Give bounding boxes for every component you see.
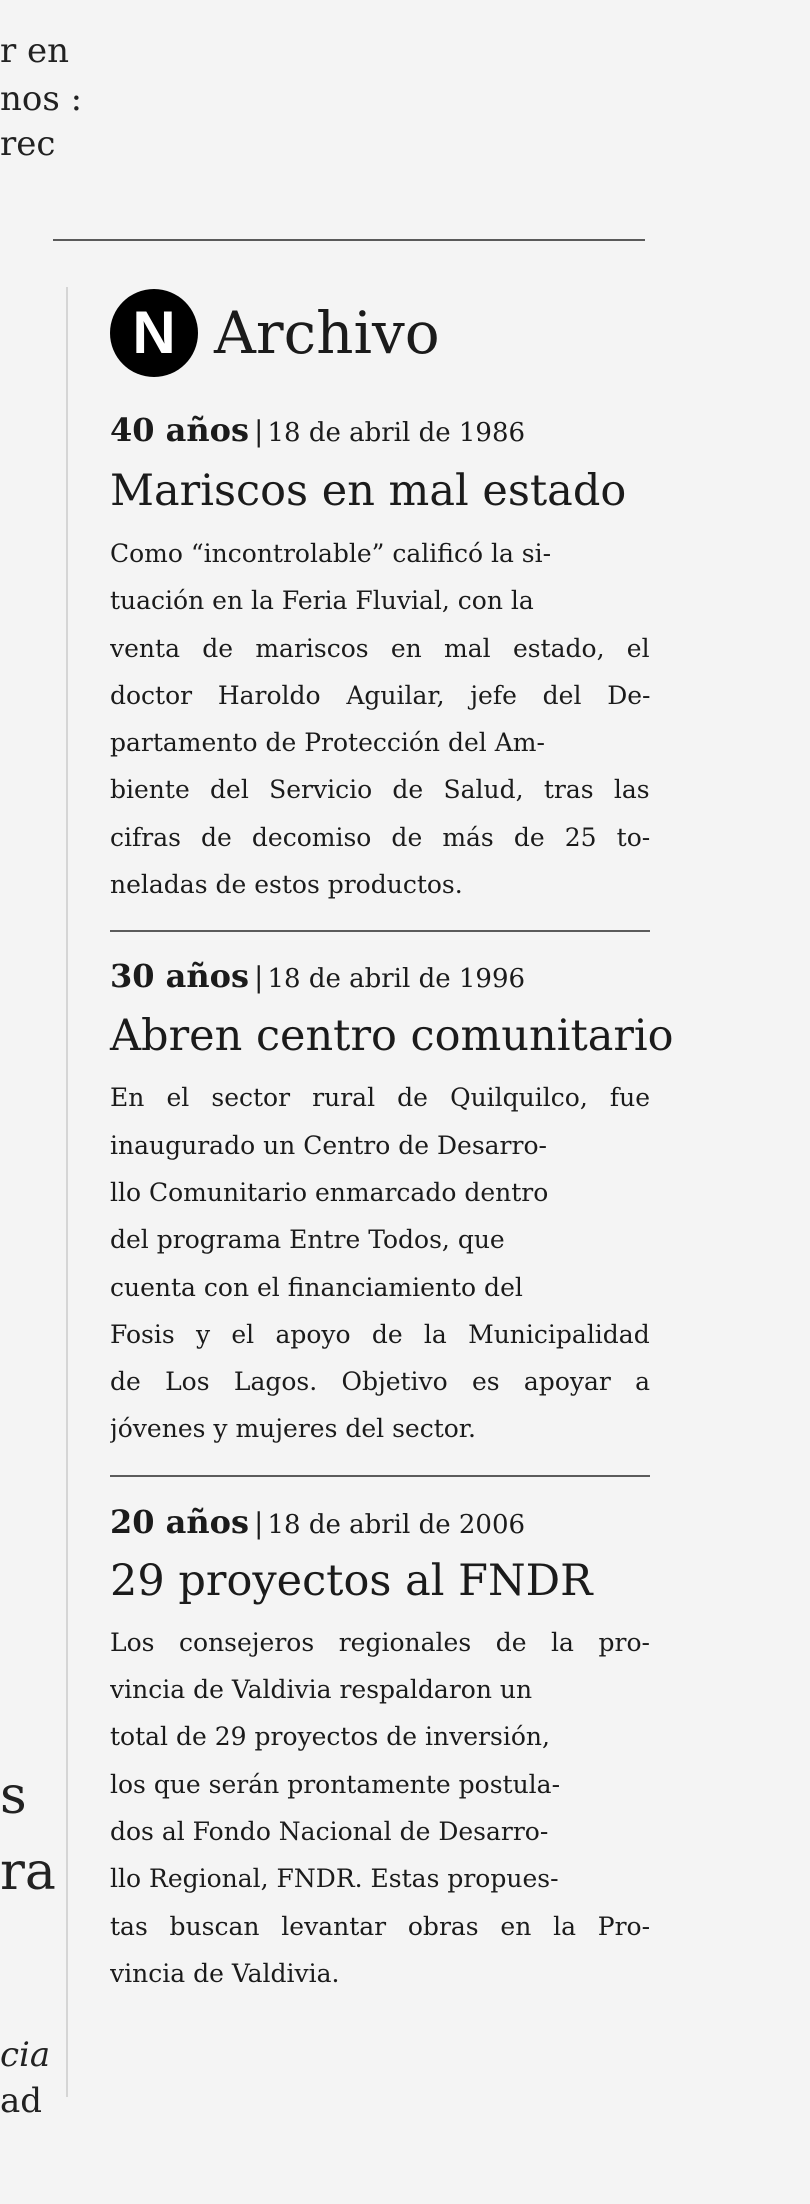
- entry-body: [110, 1074, 650, 1452]
- entry-meta: [110, 957, 650, 996]
- body-line: de Los Lagos. Objetivo es apoyar a: [110, 1367, 650, 1397]
- entry-title: 29 proyectos al FNDR: [110, 1555, 593, 1606]
- body-line: total de 29 proyectos de inversión,: [110, 1722, 550, 1752]
- cropped-text-fragment: ra: [0, 1842, 56, 1902]
- column-divider: [66, 287, 68, 2097]
- body-line: jóvenes y mujeres del sector.: [110, 1414, 476, 1444]
- entry-age: 20 años: [110, 1502, 250, 1541]
- cropped-text-fragment: ad: [0, 2081, 43, 2121]
- entry-body: [110, 530, 650, 908]
- entry-title: Abren centro comunitario: [110, 1011, 674, 1062]
- top-divider: [53, 239, 645, 241]
- cropped-text-fragment: cia: [0, 2035, 51, 2075]
- cropped-text-fragment: nos :: [0, 79, 83, 119]
- body-line: partamento de Protección del Am-: [110, 728, 545, 758]
- body-line: En el sector rural de Quilquilco, fue: [110, 1083, 650, 1113]
- entry-body: [110, 1619, 650, 1997]
- body-line: venta de mariscos en mal estado, el: [110, 633, 650, 663]
- body-line: biente del Servicio de Salud, tras las: [110, 775, 650, 805]
- cropped-text-fragment: rec: [0, 124, 56, 164]
- body-line: tas buscan levantar obras en la Pro-: [110, 1911, 650, 1941]
- body-line: Los consejeros regionales de la pro-: [110, 1627, 650, 1657]
- body-line: del programa Entre Todos, que: [110, 1225, 505, 1255]
- body-line: vincia de Valdivia respaldaron un: [110, 1675, 533, 1705]
- entry-date: 18 de abril de 1986: [267, 418, 526, 448]
- body-line: cuenta con el financiamiento del: [110, 1272, 523, 1302]
- body-line: cifras de decomiso de más de 25 to-: [110, 822, 650, 852]
- entry-meta: [110, 1502, 650, 1541]
- newspaper-logo-icon: N: [110, 289, 198, 377]
- entry-meta: [110, 411, 650, 449]
- body-line: dos al Fondo Nacional de Desarro-: [110, 1816, 549, 1846]
- body-line: doctor Haroldo Aguilar, jefe del De-: [110, 680, 650, 710]
- body-line: neladas de estos productos.: [110, 870, 463, 900]
- body-line: inaugurado un Centro de Desarro-: [110, 1130, 547, 1160]
- entry-date: 18 de abril de 1996: [267, 964, 526, 995]
- body-line: tuación en la Feria Fluvial, con la: [110, 586, 534, 616]
- entry-date: 18 de abril de 2006: [267, 1509, 526, 1540]
- archive-entry-1986: [110, 386, 650, 932]
- meta-separator: |: [254, 1506, 264, 1540]
- archive-entry-1996: [110, 932, 674, 1476]
- meta-separator: |: [254, 415, 264, 448]
- cropped-text-fragment: s: [0, 1766, 27, 1826]
- section-title: Archivo: [214, 299, 440, 367]
- entry-age: 30 años: [110, 957, 250, 996]
- entry-title: Mariscos en mal estado: [110, 466, 627, 516]
- body-line: Como “incontrolable” calificó la si-: [110, 539, 552, 568]
- archivo-section: [110, 280, 674, 2015]
- archive-entry-2006: [110, 1477, 650, 2015]
- body-line: vincia de Valdivia.: [110, 1958, 340, 1988]
- archivo-header: [110, 280, 650, 386]
- body-line: los que serán prontamente postula-: [110, 1769, 561, 1799]
- body-line: llo Comunitario enmarcado dentro: [110, 1177, 549, 1207]
- meta-separator: |: [254, 961, 264, 995]
- entry-age: 40 años: [110, 411, 250, 449]
- body-line: llo Regional, FNDR. Estas propues-: [110, 1864, 559, 1894]
- cropped-text-fragment: r en: [0, 31, 70, 71]
- body-line: Fosis y el apoyo de la Municipalidad: [110, 1319, 650, 1349]
